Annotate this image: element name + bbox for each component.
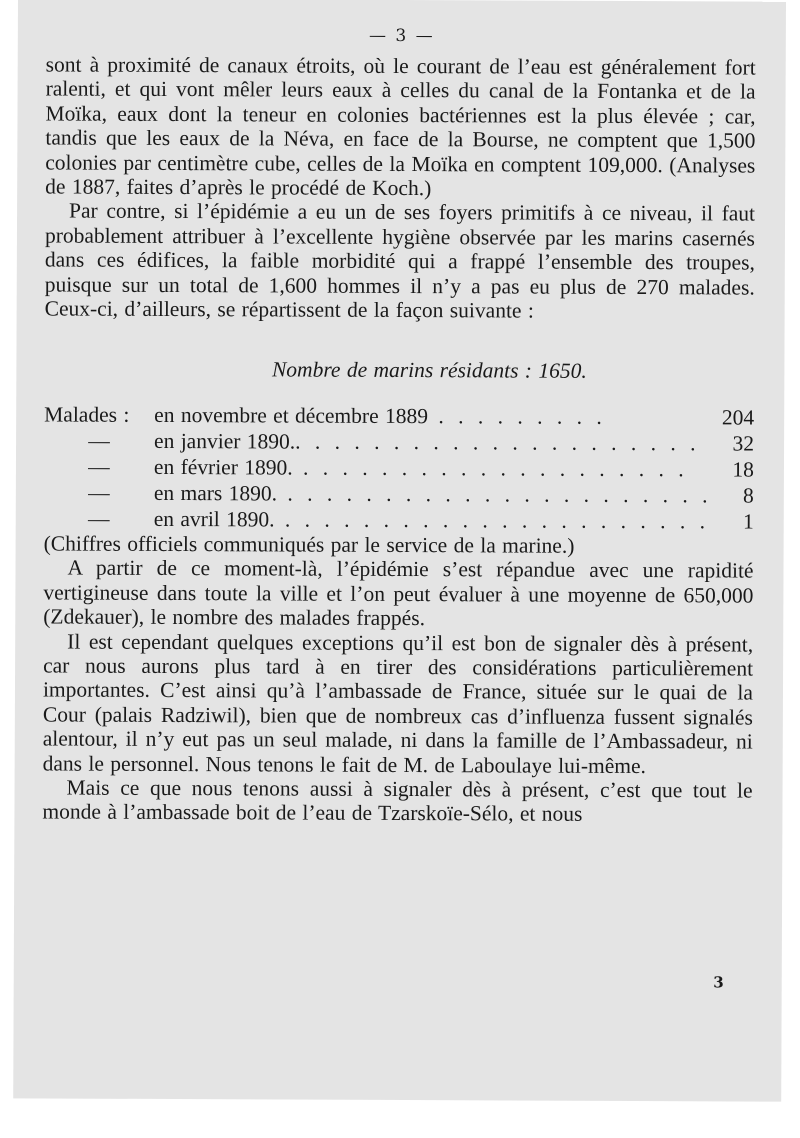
row-value: 204 xyxy=(721,405,755,431)
scanned-page xyxy=(13,0,786,1102)
paragraph-1: sont à proximité de canaux étroits, où le courant de l’eau est généralement fort ralenti, et qui vont mêler leurs eaux à celles du canal de la Fontanka et de la Moïka, eaux dont la teneur en colonies bactériennes est la plus élevée ; car, tandis que les eaux de la Néva, en face de la Bourse, ne comptent que 1,500 colonies par centimètre cube, celles de la Moïka en comptent 109,000. (Analyses de 1887, faites d’après le procédé de Koch.) xyxy=(45,52,756,201)
signature-mark: 3 xyxy=(713,973,724,992)
sick-sailors-table xyxy=(44,401,755,534)
row-period: en avril 1890. . . . . . . . . . . . . . . . . . . . . . . xyxy=(153,507,710,534)
paragraph-2: Par contre, si l’épidémie a eu un de ses foyers primitifs à ce niveau, il faut probablement attribuer à l’excellente hygiène observée par les marins casernés dans ces édifices, la faible morbidité qui a frappé l’ensemble des troupes, puisque sur un total de 1,600 hommes il n’y a pas eu plus de 270 malades. Ceux-ci, d’ailleurs, se répartissent de la façon suivante : xyxy=(44,198,756,323)
page-body xyxy=(42,52,755,827)
table-row xyxy=(44,427,754,456)
row-value: 18 xyxy=(732,457,755,483)
paragraph-3: A partir de ce moment-là, l’épidémie s’est répandue avec une rapidité vertigineuse dans toute la ville et l’on peut évaluer à une moyenne de 650,000 (Zdekauer), le nombre des malades frappés. xyxy=(43,555,754,631)
table-row xyxy=(44,401,754,430)
row-period: en janvier 1890.. . . . . . . . . . . . . . . . . . . . . xyxy=(154,429,700,456)
row-value: 32 xyxy=(732,431,755,457)
row-label: — xyxy=(88,429,110,454)
paragraph-4: Il est cependant quelques exceptions qu’il est bon de signaler dès à présent, car nous aurons plus tard à en tirer des considérations particulièrement importantes. C’est ainsi qu’à l’ambassade de France, située sur le quai de la Cour (palais Radziwil), bien que de nombreux cas d’influenza fussent signalés alentour, il n’y eut pas un seul malade, ni dans la famille de l’Ambassadeur, ni dans le personnel. Nous tenons le fait de M. de Laboulaye lui-même. xyxy=(42,629,754,778)
table-row xyxy=(44,505,754,534)
row-label: Malades : xyxy=(44,402,130,428)
row-label: — xyxy=(87,507,110,532)
table-row xyxy=(44,453,754,482)
row-value: 1 xyxy=(742,509,754,535)
row-value: 8 xyxy=(743,483,754,509)
row-period: en novembre et décembre 1889 . . . . . . . . . xyxy=(154,403,606,430)
row-period: en février 1890. . . . . . . . . . . . . . . . . . . . . xyxy=(153,455,688,482)
paragraph-5: Mais ce que nous tenons aussi à signaler dès à présent, c’est que tout le monde à l’ambassade boit de l’eau de Tzarskoïe-Sélo, et nous xyxy=(42,775,753,827)
page-number-header: — 3 — xyxy=(368,25,435,47)
row-label: — xyxy=(88,455,110,480)
row-period: en mars 1890. . . . . . . . . . . . . . . . . . . . . . . xyxy=(153,481,712,508)
table-caption: Nombre de marins résidants : 1650. xyxy=(271,357,587,384)
source-note: (Chiffres officiels communiqués par le service de la marine.) xyxy=(43,531,575,558)
table-row xyxy=(44,479,754,508)
row-label: — xyxy=(88,481,110,506)
